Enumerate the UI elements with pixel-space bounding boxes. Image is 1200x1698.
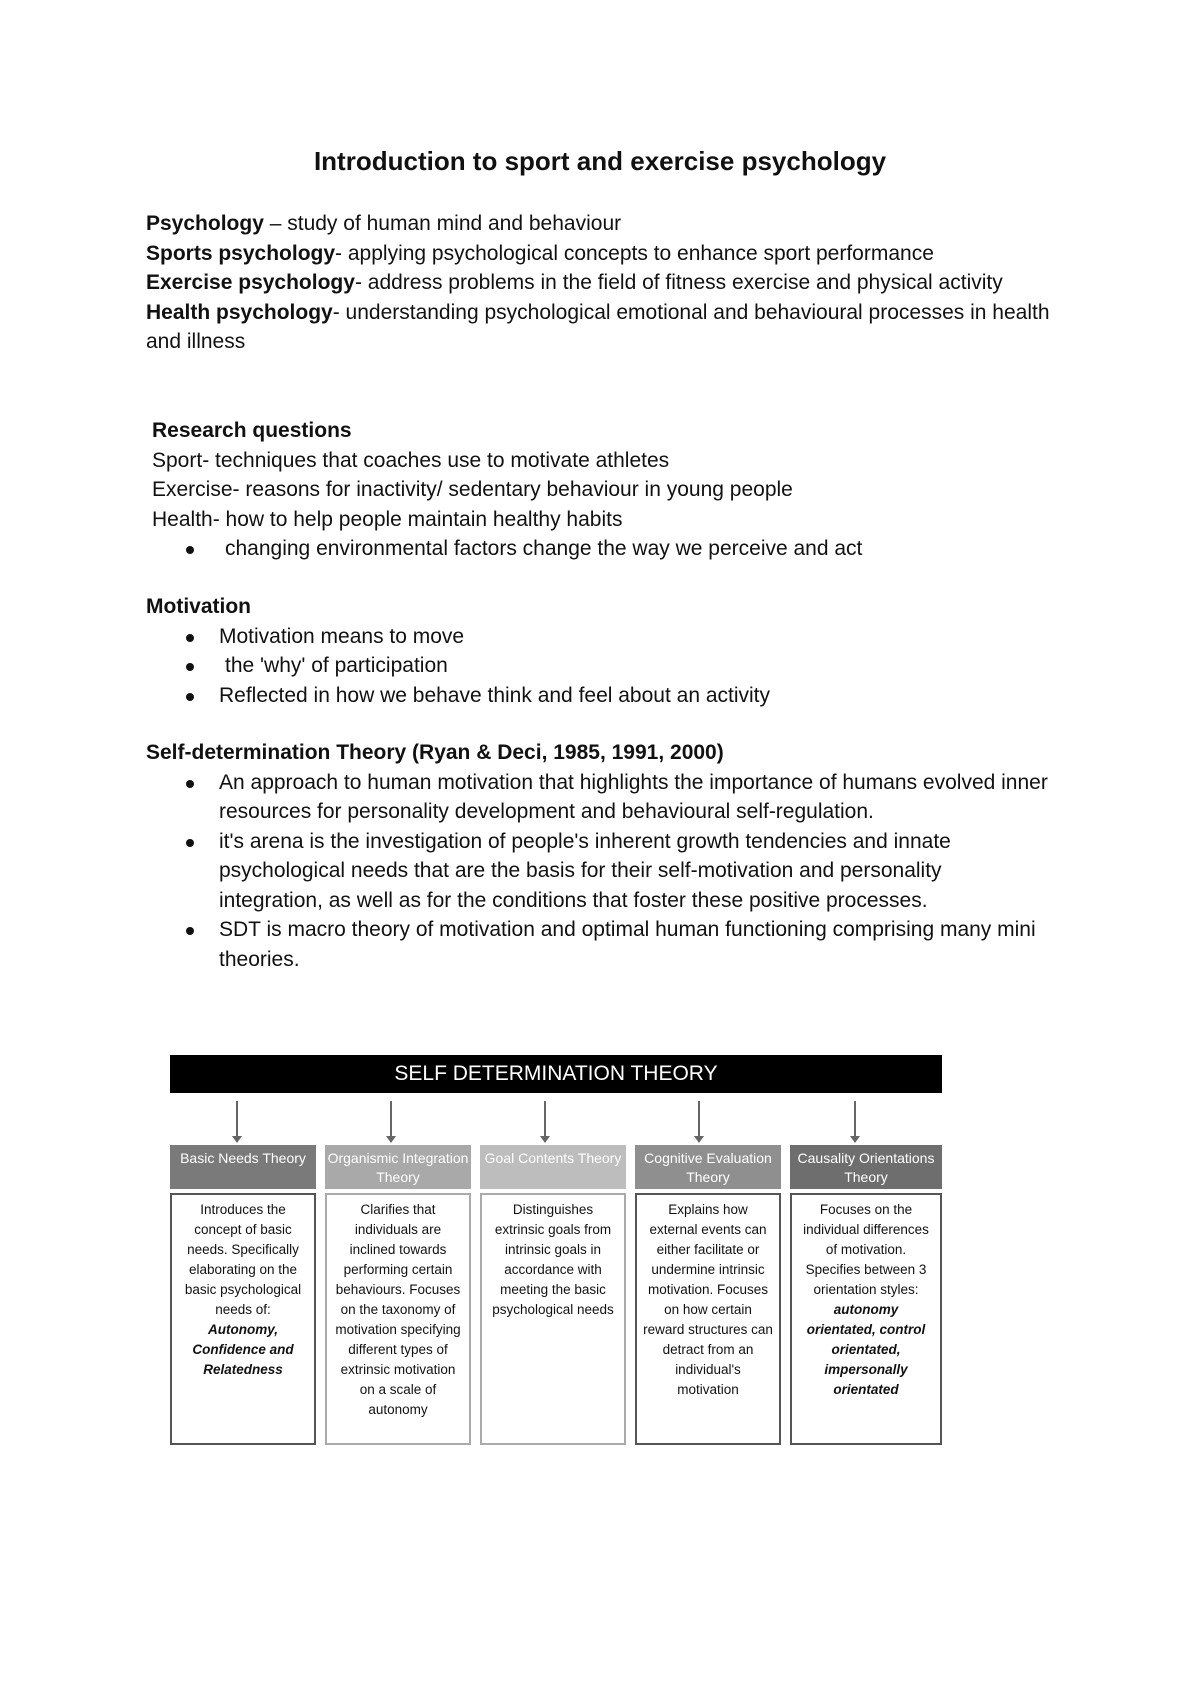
bullet-icon — [186, 927, 194, 935]
arrow-down-icon — [236, 1101, 238, 1141]
definition-text: address problems in the field of fitness exercise and physical activity — [367, 271, 1003, 294]
theory-header: Goal Contents Theory — [480, 1145, 626, 1189]
definition-text: understanding psychological emotional and behavioural processes in health and illness — [146, 300, 1050, 353]
theory-column-organismic-integration — [325, 1145, 471, 1445]
page-title: Introduction to sport and exercise psychology — [313, 146, 887, 176]
theory-column-basic-needs — [170, 1145, 316, 1445]
theory-description: Focuses on the individual differences of motivation. Specifies between 3 orientation styles: autonomy orientated, control orientated, impersonally orientated — [790, 1193, 942, 1445]
arrow-down-icon — [390, 1101, 392, 1141]
bullet-icon — [186, 780, 194, 788]
arrow-down-icon — [544, 1101, 546, 1141]
theory-column-cognitive-evaluation — [635, 1145, 781, 1445]
theory-column-causality-orientations — [790, 1145, 942, 1445]
definitions-block — [146, 209, 1066, 357]
theory-description: Distinguishes extrinsic goals from intrinsic goals in accordance with meeting the basic psychological needs — [480, 1193, 626, 1445]
motivation-bullets — [146, 622, 1066, 711]
definition-term: Sports psychology — [146, 241, 336, 265]
list-item: Motivation means to move — [146, 622, 1066, 652]
motivation-heading: Motivation — [146, 595, 251, 618]
theory-column-goal-contents — [480, 1145, 626, 1445]
bullet-icon — [186, 693, 194, 701]
theory-description: Introduces the concept of basic needs. Specifically elaborating on the basic psychological needs of: Autonomy, Confidence and Relatedness — [170, 1193, 316, 1445]
definition-exercise-psychology: Exercise psychology- address problems in the field of fitness exercise and physical activity — [146, 271, 1003, 294]
definition-text: study of human mind and behaviour — [287, 212, 622, 235]
sdt-bullets — [146, 768, 1076, 975]
research-block — [152, 416, 1072, 564]
definition-health-psychology: Health psychology- understanding psychological emotional and behavioural processes in health and illness — [146, 300, 1050, 353]
definition-term: Exercise psychology — [146, 271, 355, 294]
bullet-icon — [186, 663, 194, 671]
theory-header: Basic Needs Theory — [170, 1145, 316, 1189]
arrow-down-icon — [854, 1101, 856, 1141]
theory-header: Cognitive Evaluation Theory — [635, 1145, 781, 1189]
definition-term: Health psychology — [146, 300, 333, 324]
theory-header: Causality Orientations Theory — [790, 1145, 942, 1189]
motivation-block — [146, 592, 1066, 710]
definition-psychology: Psychology – study of human mind and behaviour — [146, 212, 622, 235]
research-bullets — [146, 534, 1072, 564]
sdt-block — [146, 738, 1066, 974]
research-heading: Research questions — [152, 419, 352, 442]
sdt-heading: Self-determination Theory (Ryan & Deci, 1985, 1991, 2000) — [146, 741, 724, 764]
list-item: Reflected in how we behave think and feel about an activity — [146, 681, 1066, 711]
theory-emphasis: autonomy orientated, control orientated, impersonally orientated — [806, 1302, 926, 1397]
list-item: changing environmental factors change the way we perceive and act — [146, 534, 1072, 564]
bullet-icon — [186, 546, 194, 554]
arrow-down-icon — [698, 1101, 700, 1141]
definition-sports-psychology: Sports psychology- applying psychological concepts to enhance sport performance — [146, 241, 934, 265]
list-item: the 'why' of participation — [146, 651, 1066, 681]
bullet-icon — [186, 634, 194, 642]
list-item: An approach to human motivation that highlights the importance of humans evolved inner resources for personality development and behavioural self-regulation. — [146, 768, 1076, 827]
definition-text: applying psychological concepts to enhance sport performance — [347, 241, 934, 265]
theory-header: Organismic Integration Theory — [325, 1145, 471, 1189]
definition-term: Psychology — [146, 212, 264, 235]
theory-description: Clarifies that individuals are inclined towards performing certain behaviours. Focuses on the taxonomy of motivation specifying different types of extrinsic motivation on a scale of autonomy — [325, 1193, 471, 1445]
theory-description: Explains how external events can either facilitate or undermine intrinsic motivation. Focuses on how certain reward structures can detract from an individual's motivation — [635, 1193, 781, 1445]
diagram-title: SELF DETERMINATION THEORY — [170, 1055, 942, 1093]
theory-emphasis: Autonomy, Confidence and Relatedness — [192, 1322, 294, 1377]
bullet-icon — [186, 839, 194, 847]
research-line: Exercise- reasons for inactivity/ sedentary behaviour in young people — [152, 478, 793, 501]
list-item: it's arena is the investigation of people's inherent growth tendencies and innate psychological needs that are the basis for their self-motivation and personality integration, as well as for the conditions that foster these positive processes. — [146, 827, 999, 916]
research-line: Health- how to help people maintain healthy habits — [152, 507, 623, 531]
list-item: SDT is macro theory of motivation and optimal human functioning comprising many mini theories. — [146, 915, 1059, 974]
research-line: Sport- techniques that coaches use to motivate athletes — [152, 448, 670, 472]
sdt-diagram — [170, 1055, 942, 1447]
